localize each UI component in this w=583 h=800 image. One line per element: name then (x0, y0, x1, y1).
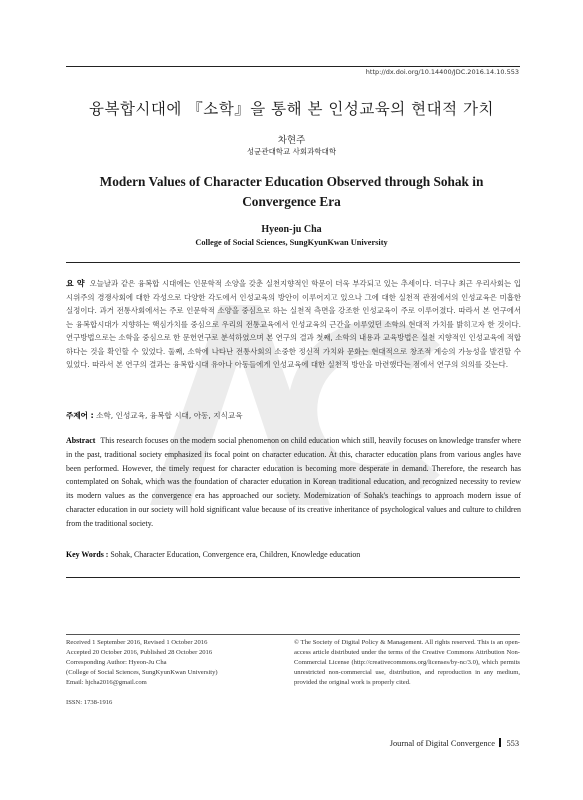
journal-footer (390, 738, 519, 748)
english-abstract-label: Abstract (66, 436, 96, 445)
footer-divider (499, 738, 502, 747)
english-title-line-2: Convergence Era (242, 194, 341, 209)
email-address[interactable]: Email: hjcha2016@gmail.com (66, 679, 147, 686)
korean-keywords (66, 410, 521, 421)
korean-author: 차현주 (277, 135, 306, 146)
english-abstract (66, 434, 521, 531)
english-author: Hyeon-ju Cha (261, 224, 322, 235)
accepted-date: Accepted 20 October 2016, Published 28 October 2016 (66, 649, 213, 656)
korean-keywords-label: 주제어 : (66, 411, 94, 420)
journal-name: Journal of Digital Convergence (389, 739, 495, 748)
footnote-rule (66, 634, 520, 635)
english-title (60, 172, 523, 212)
license-notice: © The Society of Digital Policy & Management. All rights reserved. This is an open-access article distributed under the terms of the Creative Commons Attribution Non-Commercial License (http://creativecommons.org/licenses/by-nc/3.0), which permits unrestricted non-commercial use, distribution, and reproduction in any medium, provided the original work is properly cited. (294, 639, 520, 686)
english-keywords-label: Key Words : (66, 550, 109, 559)
section-rule (66, 262, 520, 263)
english-affiliation: College of Social Sciences, SungKyunKwan University (195, 238, 388, 247)
issn: ISSN: 1738-1916 (66, 699, 113, 706)
corresponding-affiliation: (College of Social Sciences, SungKyunKwan University) (66, 669, 218, 676)
article-info (66, 638, 281, 708)
korean-abstract-text: 오늘날과 같은 융복합 시대에는 인문학적 소양을 갖춘 실천지향적인 학문이 더욱 부각되고 있는 추세이다. 더구나 최근 우리사회는 입시위주의 경쟁사회에 대한 각성으로 다양한 각도에서 인성교육의 방안이 이루어지고 있으나 그에 대한 실천적 관점에서의 인성교육은 미흡한 실정이다. 과거 전통사회에서는 주로 인문학적 소양을 중심으로 하는 실천적 측면을 강조한 인성교육이 주로 이루어졌다. 따라서 본 연구에서는 융복합시대가 지향하는 핵심가치를 중심으로 우리의 전통교육에서 인성교육의 근간을 이루었던 소학의 현대적 가치를 밝히고자 한 것이다. 연구방법으로는 소학을 중심으로 한 문헌연구로 분석하였으며 본 연구의 결과 첫째, 소학의 내용과 교육방법은 실천 지향적인 인성교육에 적합하다는 것을 확인할 수 있었다. 둘째, 소학에 나타난 전통사회의 소중한 정신적 가치와 문화는 현대적으로 창조적 계승의 가능성을 발견할 수 있었다. 따라서 본 연구의 결과는 융복합시대 유아나 아동들에게 인성교육에 대한 실천적 방안을 마련했다는 점에서 연구의 의의를 갖는다. (66, 279, 522, 369)
korean-abstract-label: 요 약 (66, 279, 85, 288)
bottom-rule (66, 577, 520, 578)
received-date: Received 1 September 2016, Revised 1 October 2016 (66, 639, 208, 646)
korean-abstract (66, 277, 521, 372)
korean-keywords-text: 소학, 인성교육, 융복합 시대, 아동, 지식교육 (96, 411, 243, 420)
doi-link[interactable]: http://dx.doi.org/10.14400/JDC.2016.14.10.553 (365, 68, 519, 76)
english-title-line-1: Modern Values of Character Education Observed through Sohak in (99, 174, 484, 189)
english-keywords-text: Sohak, Character Education, Convergence era, Children, Knowledge education (110, 550, 361, 559)
korean-affiliation: 성균관대학교 사회과학대학 (246, 147, 337, 156)
english-keywords (66, 550, 521, 559)
top-rule (66, 66, 520, 67)
english-abstract-text: This research focuses on the modern social phenomenon on child education which still, heavily focuses on knowledge transfer where in the past, traditional society emphasized its focal point on character education. At this, character education plans from various angles have been performed. However, the timely request for character education is becoming more desperate in demand. Therefore, the research has contemplated on Sohak, which was the foundation of character education in Korean traditional education, and recognized necessity to review its modern values as the convergence era has approached our society. Modernization of Sohak's teachings to approach modern issue of character education in our society will hold significant value because of its creative inheritance of psychological values and culture to children from the traditional society. (66, 436, 521, 528)
korean-title: 융복합시대에 『소학』을 통해 본 인성교육의 현대적 가치 (89, 100, 494, 118)
corresponding-author: Corresponding Author: Hyeon-Ju Cha (66, 659, 167, 666)
page-number: 553 (506, 739, 519, 748)
